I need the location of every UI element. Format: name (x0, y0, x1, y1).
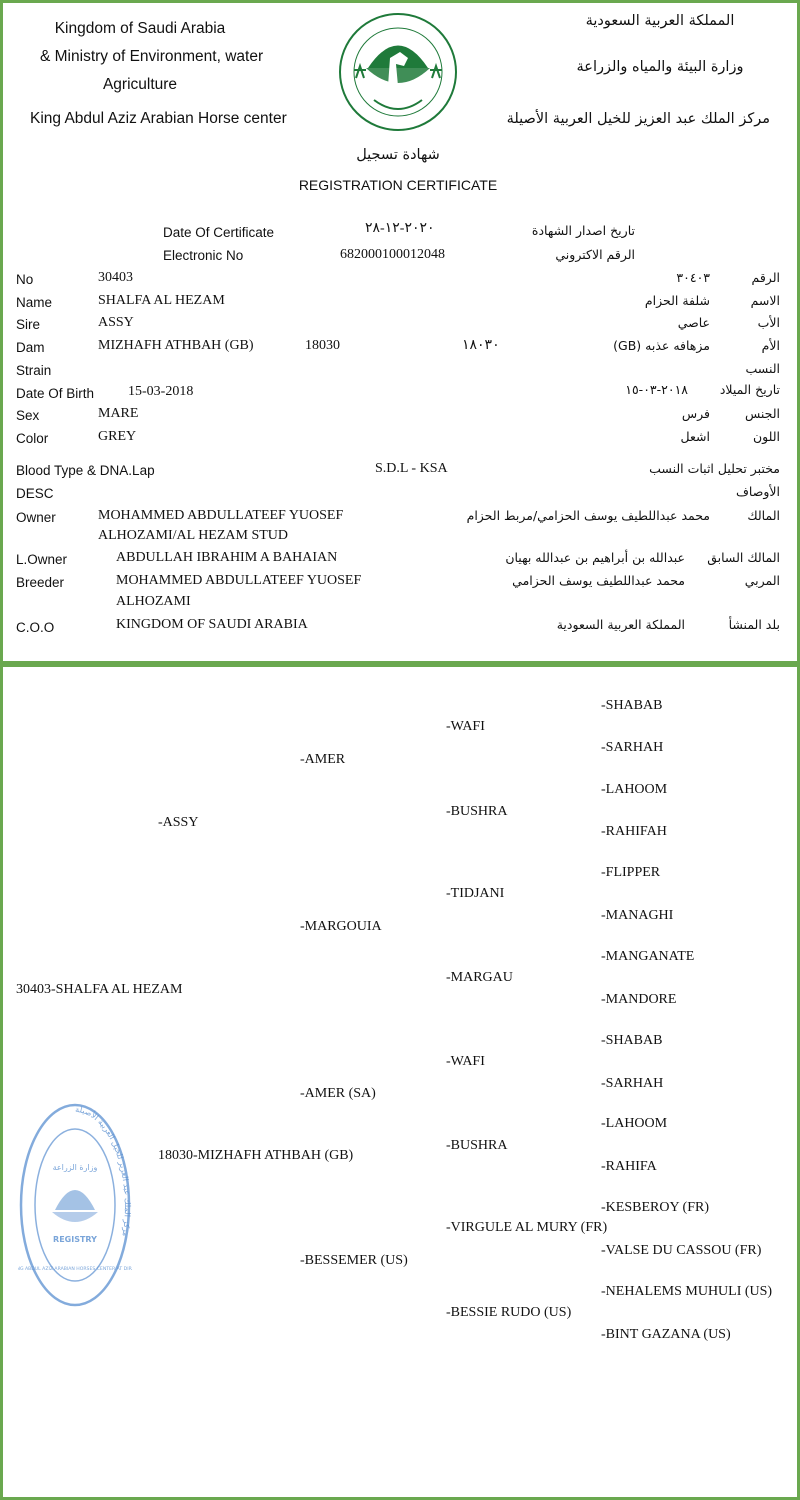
sire-value-ar: عاصي (677, 315, 710, 330)
registry-stamp-graphic (18, 1100, 132, 1310)
owner-value-ar: محمد عبداللطيف يوسف الحزامي/مربط الحزام (466, 508, 710, 523)
owner-value-line2: ALHOZAMI/AL HEZAM STUD (98, 528, 289, 543)
ministry-logo (338, 8, 458, 140)
header-en-line2: & Ministry of Environment, water (40, 48, 264, 65)
coo-value-ar: المملكة العربية السعودية (556, 617, 685, 632)
color-label: Color (16, 431, 49, 446)
stamp-ministry-text: وزارة الزراعة (52, 1163, 98, 1172)
pedigree-gen2: -AMER (SA) (300, 1086, 376, 1101)
dam-value-ar: مزهافه عذبه (GB) (613, 338, 710, 353)
pedigree-gen3: -TIDJANI (446, 886, 505, 901)
strain-label-ar: النسب (745, 361, 780, 376)
owner-value-line1: MOHAMMED ABDULLATEEF YUOSEF (98, 508, 344, 523)
pedigree-gen2: -BESSEMER (US) (300, 1253, 408, 1268)
pedigree-gen4: -NEHALEMS MUHULI (US) (601, 1284, 773, 1299)
pedigree-gen3: -WAFI (446, 1054, 485, 1069)
breeder-value-line2: ALHOZAMI (116, 594, 191, 609)
pedigree-gen4: -LAHOOM (601, 1116, 668, 1131)
blood-value: S.D.L - KSA (375, 461, 448, 476)
pedigree-gen3: -BUSHRA (446, 1138, 508, 1153)
desc-label-ar: الأوصاف (735, 484, 780, 499)
pedigree-sire: -ASSY (158, 815, 199, 830)
title-ar: شهادة تسجيل (356, 147, 440, 163)
breeder-label: Breeder (16, 575, 65, 590)
name-label: Name (16, 295, 53, 310)
dob-value: 15-03-2018 (128, 384, 194, 399)
pedigree-gen3: -WAFI (446, 719, 485, 734)
header-en-center: King Abdul Aziz Arabian Horse center (30, 110, 287, 127)
pedigree-gen3: -BESSIE RUDO (US) (446, 1305, 572, 1320)
pedigree-gen4: -RAHIFA (601, 1159, 657, 1174)
pedigree-gen3: -BUSHRA (446, 804, 508, 819)
no-label-ar: الرقم (751, 270, 780, 285)
sire-label-ar: الأب (757, 315, 780, 330)
date-label-ar: تاريخ اصدار الشهادة (531, 223, 635, 238)
pedigree-gen4: -MANDORE (601, 992, 677, 1007)
dam-label-ar: الأم (761, 338, 780, 353)
pedigree-gen4: -LAHOOM (601, 782, 668, 797)
pedigree-gen2: -MARGOUIA (300, 919, 382, 934)
header-ar-center: مركز الملك عبد العزيز للخيل العربية الأصيلة (506, 111, 770, 127)
stamp-center-text: REGISTRY (53, 1235, 97, 1244)
breeder-value-ar: محمد عبداللطيف يوسف الحزامي (512, 573, 685, 588)
pedigree-gen3: -MARGAU (446, 970, 513, 985)
registry-stamp (18, 1100, 132, 1310)
name-value-ar: شلفة الحزام (644, 293, 710, 308)
pedigree-gen4: -KESBEROY (FR) (601, 1200, 709, 1215)
sex-label: Sex (16, 408, 40, 423)
pedigree-gen4: -FLIPPER (601, 865, 661, 880)
strain-label: Strain (16, 363, 52, 378)
stamp-ring-text: مركز الملك عبد العزيز للخيل العربية الأصيلة (74, 1104, 132, 1238)
name-label-ar: الاسم (750, 293, 780, 308)
pedigree-gen4: -MANAGHI (601, 908, 674, 923)
pedigree-gen4: -SARHAH (601, 740, 664, 755)
breeder-value-line1: MOHAMMED ABDULLATEEF YUOSEF (116, 573, 362, 588)
blood-label: Blood Type & DNA.Lap (16, 463, 155, 478)
pedigree-gen4: -SARHAH (601, 1076, 664, 1091)
dam-number: 18030 (305, 338, 340, 353)
date-label-en: Date Of Certificate (163, 225, 275, 240)
stamp-bottom-text: KING ABDUL AZIZ ARABIAN HORSES CENTER AT DIRAB (18, 1267, 132, 1272)
pedigree-gen2: -AMER (300, 752, 346, 767)
dob-label: Date Of Birth (16, 386, 95, 401)
dob-label-ar: تاريخ الميلاد (719, 382, 780, 397)
header-ar-line1: المملكة العربية السعودية (585, 13, 735, 29)
name-value: SHALFA AL HEZAM (98, 293, 225, 308)
color-value: GREY (98, 429, 137, 444)
pedigree-gen4: -BINT GAZANA (US) (601, 1327, 731, 1342)
header-en-line3: Agriculture (102, 76, 178, 93)
lowner-value: ABDULLAH IBRAHIM A BAHAIAN (116, 550, 338, 565)
owner-label: Owner (16, 510, 56, 525)
sire-label: Sire (16, 317, 41, 332)
pedigree-gen3: -VIRGULE AL MURY (FR) (446, 1220, 608, 1235)
lowner-label-ar: المالك السابق (707, 550, 780, 565)
coo-value: KINGDOM OF SAUDI ARABIA (116, 617, 308, 632)
electronic-label-en: Electronic No (163, 248, 244, 263)
pedigree-dam: 18030-MIZHAFH ATHBAH (GB) (158, 1148, 354, 1163)
pedigree-gen4: -SHABAB (601, 1033, 663, 1048)
sex-label-ar: الجنس (744, 406, 780, 421)
sex-value: MARE (98, 406, 139, 421)
pedigree-gen4: -SHABAB (601, 698, 663, 713)
electronic-value: 682000100012048 (340, 247, 445, 262)
pedigree-gen4: -RAHIFAH (601, 824, 667, 839)
dob-value-ar: ٢٠١٨-٠٣-١٥ (625, 382, 688, 397)
header-en (40, 15, 264, 99)
lowner-label: L.Owner (16, 552, 68, 567)
title-en: REGISTRATION CERTIFICATE (298, 177, 498, 193)
blood-label-ar: مختبر تحليل اثبات النسب (649, 461, 780, 476)
electronic-label-ar: الرقم الاكتروني (555, 247, 635, 262)
sire-value: ASSY (98, 315, 134, 330)
owner-label-ar: المالك (747, 508, 780, 523)
ministry-logo-graphic (338, 8, 458, 140)
pedigree-panel (0, 664, 800, 1500)
no-label: No (16, 272, 34, 287)
lowner-value-ar: عبدالله بن أبراهيم بن عبدالله بهيان (505, 550, 685, 565)
no-value-ar: ٣٠٤٠٣ (676, 270, 710, 285)
desc-label: DESC (16, 486, 54, 501)
sex-value-ar: فرس (681, 406, 710, 421)
header-en-line1: Kingdom of Saudi Arabia (54, 20, 226, 37)
breeder-label-ar: المربي (744, 573, 780, 588)
date-value: ٢٠٢٠-١٢-٢٨ (365, 221, 435, 236)
pedigree-subject: 30403-SHALFA AL HEZAM (16, 982, 183, 997)
pedigree-gen4: -MANGANATE (601, 949, 695, 964)
dam-label: Dam (16, 340, 45, 355)
dam-number-ar: ١٨٠٣٠ (462, 338, 500, 353)
color-value-ar: اشعل (680, 429, 710, 444)
no-value: 30403 (98, 270, 133, 285)
dam-value: MIZHAFH ATHBAH (GB) (98, 338, 254, 353)
header-ar-line2: وزارة البيئة والمياه والزراعة (576, 59, 744, 75)
coo-label: C.O.O (16, 620, 55, 635)
pedigree-gen4: -VALSE DU CASSOU (FR) (601, 1243, 762, 1258)
color-label-ar: اللون (752, 429, 780, 444)
coo-label-ar: بلد المنشأ (728, 617, 780, 632)
